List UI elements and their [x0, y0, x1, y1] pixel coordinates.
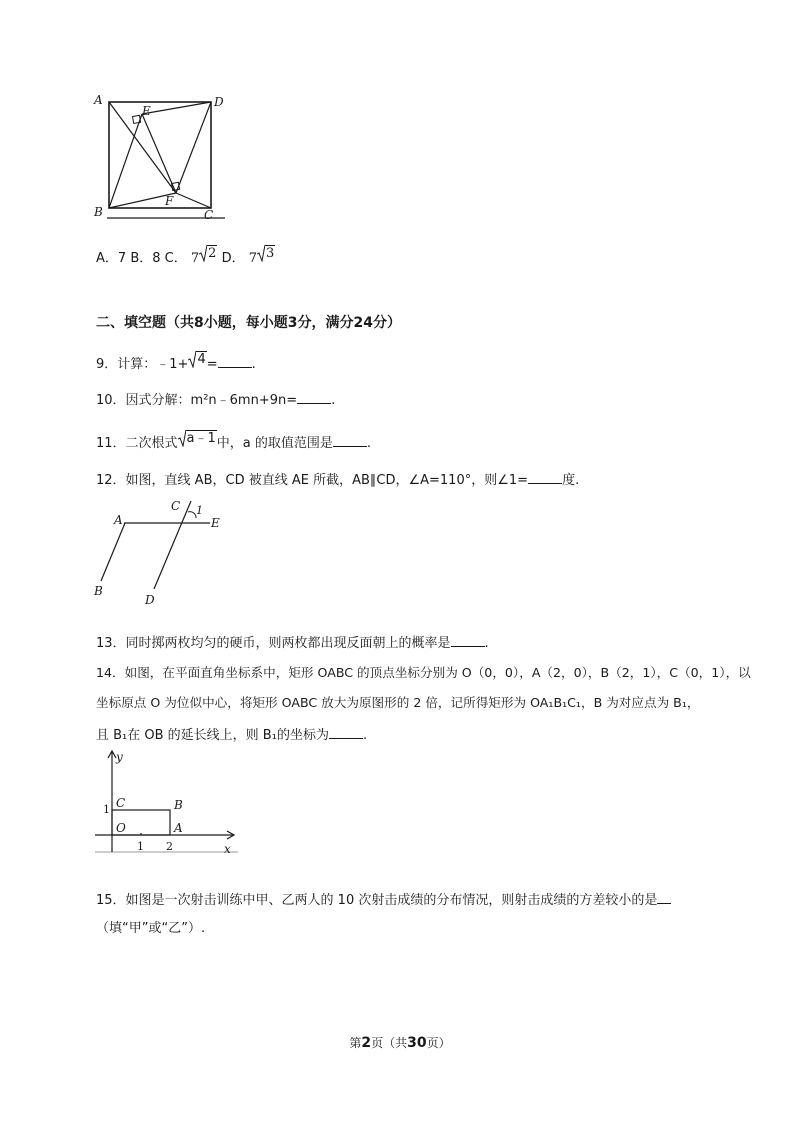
q11-radicand: a﹣1 [186, 431, 216, 446]
page-footer [0, 1034, 800, 1051]
option-c-coef: 7 [190, 251, 200, 266]
label-c: C [116, 796, 126, 810]
question-15-line-2: （填“甲”或“乙”）. [96, 921, 206, 936]
total-page-number: 30 [407, 1035, 427, 1051]
option-b: B．8 [130, 251, 161, 266]
tick-label-x-1: 1 [137, 840, 144, 853]
q9-radicand: 4 [197, 352, 206, 367]
option-c-radicand: 2 [208, 246, 217, 261]
answer-blank [329, 725, 363, 739]
answer-blank [297, 390, 331, 404]
current-page-number: 2 [361, 1035, 372, 1051]
question-14-line-3 [96, 725, 367, 745]
label-a: A [94, 93, 103, 107]
option-d-label: D． [221, 251, 245, 266]
answer-blank [333, 433, 367, 447]
section-heading: 二、填空题（共8小题，每小题3分，满分24分） [96, 315, 401, 331]
line-cd [154, 501, 191, 589]
option-c-label: C． [164, 251, 187, 266]
footer-suffix: 页） [426, 1036, 451, 1050]
radical-icon [257, 244, 265, 262]
angle-1-arc [188, 512, 196, 518]
label-y: y [116, 750, 123, 764]
option-d-radicand: 3 [266, 246, 275, 261]
label-c: C [204, 208, 214, 222]
option-c-sqrt [199, 244, 217, 262]
q10-end: . [331, 393, 336, 408]
label-c: C [171, 499, 181, 513]
label-angle-1: 1 [196, 504, 203, 517]
tick-label-y-1: 1 [103, 803, 110, 816]
option-d-sqrt [257, 244, 275, 262]
q11-sqrt [178, 429, 217, 447]
q11-text-after: 中，a 的取值范围是 [216, 436, 333, 451]
tick-label-x-2: 2 [166, 840, 173, 853]
label-e: E [142, 104, 151, 118]
question-13 [96, 633, 489, 653]
question-15-line-1 [96, 890, 671, 910]
option-d-coef: 7 [248, 251, 258, 266]
question-14-line-1: 14．如图，在平面直角坐标系中，矩形 OABC 的顶点坐标分别为 O（0，0），A（2，0），B（2，1），C（0，1），以 [96, 665, 751, 680]
label-x: x [224, 842, 231, 856]
label-d: D [145, 593, 155, 607]
q11-text: 11．二次根式 [96, 436, 178, 451]
q9-equals: = [206, 357, 218, 372]
right-angle-mark-e [133, 115, 141, 123]
option-a: A．7 [96, 251, 127, 266]
q11-end: . [366, 436, 372, 451]
q8-options [96, 244, 275, 268]
answer-blank [657, 890, 671, 904]
footer-middle: 页（共 [371, 1036, 408, 1050]
footer-prefix: 第 [349, 1036, 362, 1050]
label-b: B [94, 205, 103, 219]
q9-number: 9． [96, 357, 118, 372]
question-9 [96, 350, 256, 374]
question-14-line-2: 坐标原点 O 为位似中心，将矩形 OABC 放大为原图形的 2 倍，记所得矩形为 OA₁B₁C₁，B 为对应点为 B₁， [96, 695, 700, 710]
coordinate-figure [88, 748, 238, 856]
q10-text: 10．因式分解：m²n﹣6mn+9n= [96, 393, 298, 408]
q13-end: . [484, 636, 489, 651]
label-b: B [174, 798, 183, 812]
q9-sqrt [188, 350, 206, 368]
line-ab [101, 523, 125, 581]
label-a: A [174, 821, 183, 835]
question-10 [96, 390, 335, 410]
q9-text: 计算：﹣1+ [117, 357, 189, 372]
answer-blank [218, 354, 252, 368]
answer-blank [451, 633, 485, 647]
square-figure [88, 90, 238, 222]
radical-icon [178, 429, 186, 447]
label-f: F [165, 194, 174, 208]
q14-end: . [362, 728, 368, 743]
answer-blank [528, 470, 562, 484]
label-a: A [114, 513, 123, 527]
q12-end: 度. [562, 473, 580, 488]
label-o: O [116, 821, 126, 835]
label-d: D [214, 95, 224, 109]
radical-icon [188, 350, 196, 368]
q12-text: 12．如图，直线 AB，CD 被直线 AE 所截，AB∥CD，∠A=110°，则∠1= [96, 473, 529, 488]
question-12 [96, 470, 579, 490]
parallel-lines-figure [88, 496, 238, 608]
radical-icon [199, 244, 207, 262]
label-b: B [94, 584, 103, 598]
label-e: E [211, 516, 220, 530]
q9-end: . [251, 357, 256, 372]
question-11 [96, 429, 371, 453]
q13-text: 13．同时掷两枚均匀的硬币，则两枚都出现反面朝上的概率是 [96, 636, 451, 651]
q14-text: 且 B₁在 OB 的延长线上，则 B₁的坐标为 [96, 728, 329, 743]
q15-text: 15．如图是一次射击训练中甲、乙两人的 10 次射击成绩的分布情况，则射击成绩的方差较小的是 [96, 893, 658, 908]
